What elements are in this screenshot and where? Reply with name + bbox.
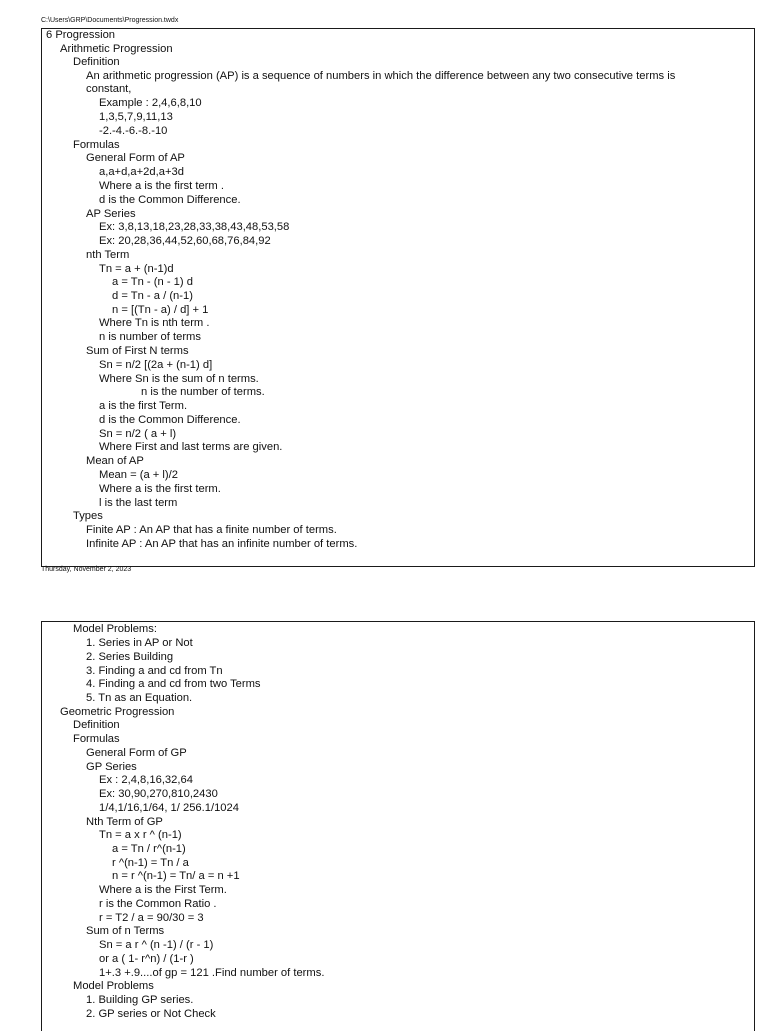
outline-line-3-finding-a-and-cd-from-tn: 3. Finding a and cd from Tn <box>86 665 223 677</box>
outline-line-finite-ap-an-ap-that-has-a-finite-number: Finite AP : An AP that has a finite number of terms. <box>86 524 337 536</box>
outline-line-n-r-n-1-tn-a-n-1: n = r ^(n-1) = Tn/ a = n +1 <box>112 870 240 882</box>
outline-line-a-tn-n-1-d: a = Tn - (n - 1) d <box>112 276 193 288</box>
outline-line-nth-term: nth Term <box>86 249 130 261</box>
outline-line-an-arithmetic-progression-ap-is-a-sequen: An arithmetic progression (AP) is a sequence of numbers in which the difference between any two consecutive terms is constant, <box>86 70 676 95</box>
outline-line-r-n-1-tn-a: r ^(n-1) = Tn / a <box>112 857 189 869</box>
outline-line-a-tn-r-n-1: a = Tn / r^(n-1) <box>112 843 186 855</box>
outline-line-general-form-of-gp: General Form of GP <box>86 747 187 759</box>
outline-line-1-3-5-7-9-11-13: 1,3,5,7,9,11,13 <box>99 111 173 123</box>
outline-line-sn-n-2-2a-n-1-d: Sn = n/2 [(2a + (n-1) d] <box>99 359 213 371</box>
outline-line-where-first-and-last-terms-are-given: Where First and last terms are given. <box>99 441 283 453</box>
outline-line-formulas: Formulas <box>73 139 120 151</box>
outline-line-2-series-building: 2. Series Building <box>86 651 174 663</box>
outline-line-where-tn-is-nth-term: Where Tn is nth term . <box>99 317 210 329</box>
outline-line-d-is-the-common-difference: d is the Common Difference. <box>99 414 241 426</box>
outline-line-d-is-the-common-difference: d is the Common Difference. <box>99 194 241 206</box>
outline-line-tn-a-n-1-d: Tn = a + (n-1)d <box>99 263 174 275</box>
outline-line-4-finding-a-and-cd-from-two-terms: 4. Finding a and cd from two Terms <box>86 678 261 690</box>
outline-line-1-4-1-16-1-64-1-256-1-1024: 1/4,1/16,1/64, 1/ 256.1/1024 <box>99 802 239 814</box>
outline-line-nth-term-of-gp: Nth Term of GP <box>86 816 163 828</box>
outline-line-sum-of-n-terms: Sum of n Terms <box>86 925 165 937</box>
outline-line-1-series-in-ap-or-not: 1. Series in AP or Not <box>86 637 193 649</box>
outline-line-2-4-6-8-10: -2.-4.-6.-8.-10 <box>99 125 168 137</box>
outline-line-gp-series: GP Series <box>86 761 137 773</box>
outline-line-a-a-d-a-2d-a-3d: a,a+d,a+2d,a+3d <box>99 166 184 178</box>
outline-line-6-progression: 6 Progression <box>46 29 116 41</box>
outline-line-ex-2-4-8-16-32-64: Ex : 2,4,8,16,32,64 <box>99 774 193 786</box>
outline-line-n-is-number-of-terms: n is number of terms <box>99 331 201 343</box>
outline-line-2-gp-series-or-not-check: 2. GP series or Not Check <box>86 1008 216 1020</box>
outline-line-model-problems: Model Problems <box>73 980 154 992</box>
outline-line-r-t2-a-90-30-3: r = T2 / a = 90/30 = 3 <box>99 912 204 924</box>
outline-line-where-sn-is-the-sum-of-n-terms: Where Sn is the sum of n terms. <box>99 373 259 385</box>
outline-line-ex-20-28-36-44-52-60-68-76-84-92: Ex: 20,28,36,44,52,60,68,76,84,92 <box>99 235 271 247</box>
outline-line-definition: Definition <box>73 719 120 731</box>
outline-line-definition: Definition <box>73 56 120 68</box>
file-path-header: C:\Users\GRP\Documents\Progression.twdx <box>41 17 179 24</box>
outline-line-ap-series: AP Series <box>86 208 136 220</box>
outline-line-d-tn-a-n-1: d = Tn - a / (n-1) <box>112 290 193 302</box>
outline-line-where-a-is-the-first-term: Where a is the first term. <box>99 483 221 495</box>
outline-line-l-is-the-last-term: l is the last term <box>99 497 178 509</box>
outline-line-infinite-ap-an-ap-that-has-an-infinite-n: Infinite AP : An AP that has an infinite number of terms. <box>86 538 358 550</box>
outline-line-or-a-1-r-n-1-r: or a ( 1- r^n) / (1-r ) <box>99 953 194 965</box>
outline-line-types: Types <box>73 510 103 522</box>
date-footer: Thursday, November 2, 2023 <box>41 566 132 573</box>
outline-line-formulas: Formulas <box>73 733 120 745</box>
outline-line-sum-of-first-n-terms: Sum of First N terms <box>86 345 189 357</box>
outline-line-n-tn-a-d-1: n = [(Tn - a) / d] + 1 <box>112 304 209 316</box>
outline-line-tn-a-x-r-n-1: Tn = a x r ^ (n-1) <box>99 829 182 841</box>
outline-line-1-3-9-of-gp-121-find-number-of-terms: 1+.3 +.9....of gp = 121 .Find number of terms. <box>99 967 325 979</box>
outline-line-mean-a-l-2: Mean = (a + l)/2 <box>99 469 178 481</box>
outline-line-sn-a-r-n-1-r-1: Sn = a r ^ (n -1) / (r - 1) <box>99 939 214 951</box>
outline-line-5-tn-as-an-equation: 5. Tn as an Equation. <box>86 692 193 704</box>
outline-line-model-problems: Model Problems: <box>73 623 157 635</box>
outline-line-where-a-is-the-first-term: Where a is the first term . <box>99 180 224 192</box>
outline-line-general-form-of-ap: General Form of AP <box>86 152 185 164</box>
outline-line-example-2-4-6-8-10: Example : 2,4,6,8,10 <box>99 97 202 109</box>
outline-line-1-building-gp-series: 1. Building GP series. <box>86 994 194 1006</box>
outline-line-sn-n-2-a-l: Sn = n/2 ( a + l) <box>99 428 177 440</box>
outline-line-geometric-progression: Geometric Progression <box>60 706 175 718</box>
outline-line-ex-3-8-13-18-23-28-33-38-43-48-53-58: Ex: 3,8,13,18,23,28,33,38,43,48,53,58 <box>99 221 290 233</box>
outline-line-arithmetic-progression: Arithmetic Progression <box>60 43 173 55</box>
outline-line-ex-30-90-270-810-2430: Ex: 30,90,270,810,2430 <box>99 788 218 800</box>
outline-line-r-is-the-common-ratio: r is the Common Ratio . <box>99 898 217 910</box>
outline-line-where-a-is-the-first-term: Where a is the First Term. <box>99 884 227 896</box>
outline-line-a-is-the-first-term: a is the first Term. <box>99 400 188 412</box>
outline-line-mean-of-ap: Mean of AP <box>86 455 144 467</box>
outline-line-n-is-the-number-of-terms: n is the number of terms. <box>141 386 265 398</box>
